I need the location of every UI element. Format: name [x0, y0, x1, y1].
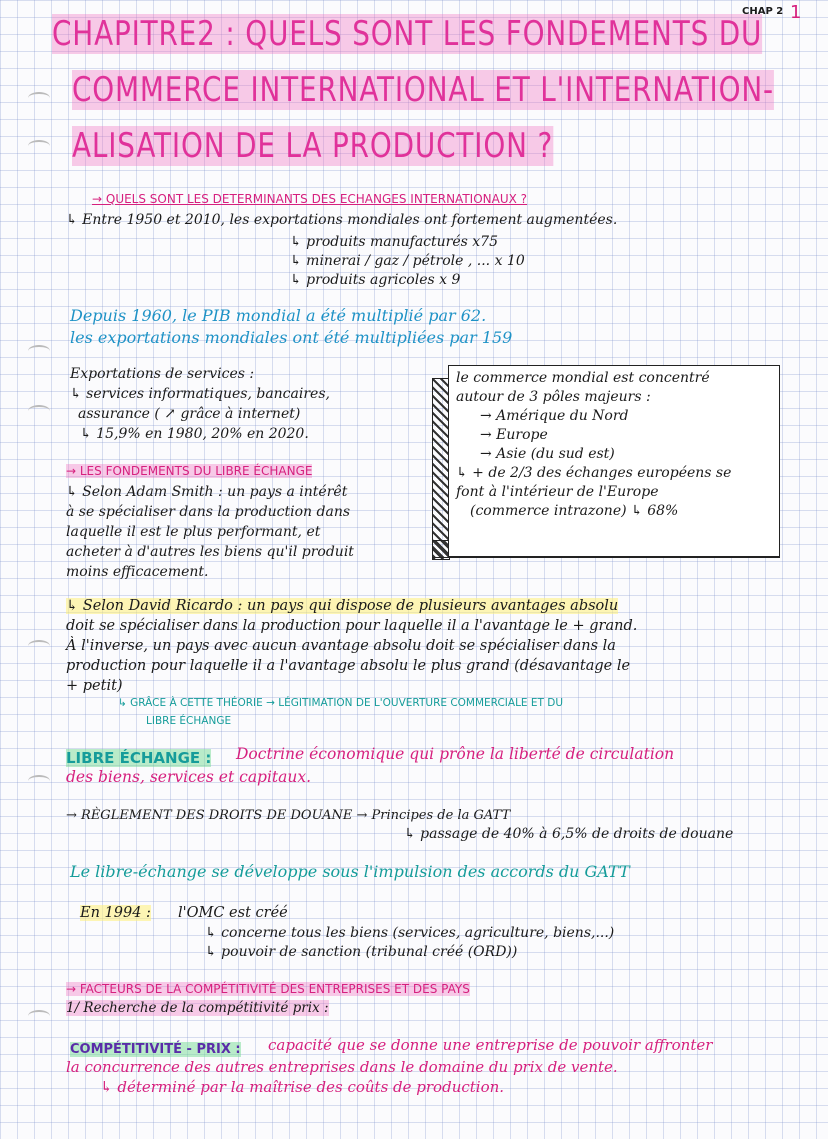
section-heading-2: → LES FONDEMENTS DU LIBRE ÉCHANGE: [66, 464, 313, 478]
competitivite-term: COMPÉTITIVITÉ - PRIX :: [70, 1042, 241, 1057]
box-line: → Asie (du sud est): [480, 446, 615, 462]
binder-hole: [28, 92, 50, 104]
binder-hole: [28, 140, 50, 152]
libre-echange-def: Doctrine économique qui prône la liberté de circulation: [236, 745, 675, 763]
services-line: assurance ( ↗ grâce à internet): [78, 406, 301, 422]
box-line: autour de 3 pôles majeurs :: [456, 389, 651, 405]
competitivite-def: ↳ déterminé par la maîtrise des coûts de production.: [100, 1078, 505, 1096]
box-line: → Amérique du Nord: [480, 408, 629, 424]
theory-line: LIBRE ÉCHANGE: [146, 715, 232, 727]
omc-item: ↳ concerne tous les biens (services, agriculture, biens,...): [205, 925, 615, 941]
smith-line: laquelle il est le plus performant, et: [66, 524, 321, 540]
omc-line: l'OMC est créé: [178, 905, 288, 921]
title-line-3: ALISATION DE LA PRODUCTION ?: [72, 126, 554, 166]
page-number: 1: [790, 2, 802, 23]
box-line: (commerce intrazone) ↳ 68%: [470, 503, 679, 519]
smith-line: acheter à d'autres les biens qu'il produit: [66, 544, 354, 560]
libre-echange-term: LIBRE ÉCHANGE :: [66, 749, 212, 767]
binder-hole: [28, 640, 50, 652]
title-line-1: CHAPITRE2 : QUELS SONT LES FONDEMENTS DU: [52, 14, 763, 54]
omc-item: ↳ pouvoir de sanction (tribunal créé (ORD)): [205, 944, 518, 960]
douane-line: → RÈGLEMENT DES DROITS DE DOUANE → Principes de la GATT: [66, 808, 511, 823]
douane-line-2: ↳ passage de 40% à 6,5% de droits de douane: [404, 826, 734, 842]
title-line-2: COMMERCE INTERNATIONAL ET L'INTERNATION-: [72, 70, 774, 110]
smith-line: moins efficacement.: [66, 564, 209, 580]
box-line: font à l'intérieur de l'Europe: [456, 484, 659, 500]
ricardo-line: production pour laquelle il a l'avantage absolu le plus grand (désavantage le: [66, 658, 631, 674]
ricardo-line: + petit): [66, 678, 123, 694]
s1-item: ↳ produits manufacturés x75: [290, 234, 498, 250]
services-line: ↳ 15,9% en 1980, 20% en 2020.: [80, 426, 309, 442]
binder-hole: [28, 1010, 50, 1022]
omc-year: En 1994 :: [80, 905, 151, 921]
theory-line: ↳ GRÂCE À CETTE THÉORIE → LÉGITIMATION DE L'OUVERTURE COMMERCIALE ET DU: [118, 697, 564, 709]
services-line: Exportations de services :: [70, 366, 255, 382]
smith-line: ↳ Selon Adam Smith : un pays a intérêt: [66, 484, 348, 500]
box-line: le commerce mondial est concentré: [456, 370, 710, 386]
box-line: → Europe: [480, 427, 548, 443]
binder-hole: [28, 775, 50, 787]
ricardo-line: doit se spécialiser dans la production pour laquelle il a l'avantage le + grand.: [66, 618, 638, 634]
libre-echange-def: des biens, services et capitaux.: [66, 768, 312, 786]
s1-item: ↳ produits agricoles x 9: [290, 272, 461, 288]
blue-fact: Depuis 1960, le PIB mondial a été multiplié par 62.: [70, 306, 487, 325]
section-heading-3: → FACTEURS DE LA COMPÉTITIVITÉ DES ENTREPRISES ET DES PAYS: [66, 982, 470, 996]
s1-item: ↳ minerai / gaz / pétrole , ... x 10: [290, 253, 525, 269]
smith-line: à se spécialiser dans la production dans: [66, 504, 351, 520]
services-line: ↳ services informatiques, bancaires,: [70, 386, 330, 402]
s1-line: ↳ Entre 1950 et 2010, les exportations mondiales ont fortement augmentées.: [66, 212, 618, 228]
gatt-line: Le libre-échange se développe sous l'impulsion des accords du GATT: [70, 862, 630, 881]
blue-fact: les exportations mondiales ont été multipliées par 159: [70, 328, 513, 347]
box-line: ↳ + de 2/3 des échanges européens se: [456, 465, 732, 481]
chapter-tag: CHAP 2: [742, 6, 784, 17]
ricardo-line: À l'inverse, un pays avec aucun avantage absolu doit se spécialiser dans la: [66, 638, 616, 654]
ricardo-line: ↳ Selon David Ricardo : un pays qui dispose de plusieurs avantages absolu: [66, 598, 619, 614]
s3-subheading: 1/ Recherche de la compétitivité prix :: [66, 1000, 329, 1016]
competitivite-def: la concurrence des autres entreprises dans le domaine du prix de vente.: [66, 1058, 618, 1076]
binder-hole: [28, 345, 50, 357]
section-heading-1: → QUELS SONT LES DETERMINANTS DES ECHANGES INTERNATIONAUX ?: [92, 192, 528, 206]
competitivite-def: capacité que se donne une entreprise de pouvoir affronter: [268, 1036, 713, 1054]
binder-hole: [28, 405, 50, 417]
